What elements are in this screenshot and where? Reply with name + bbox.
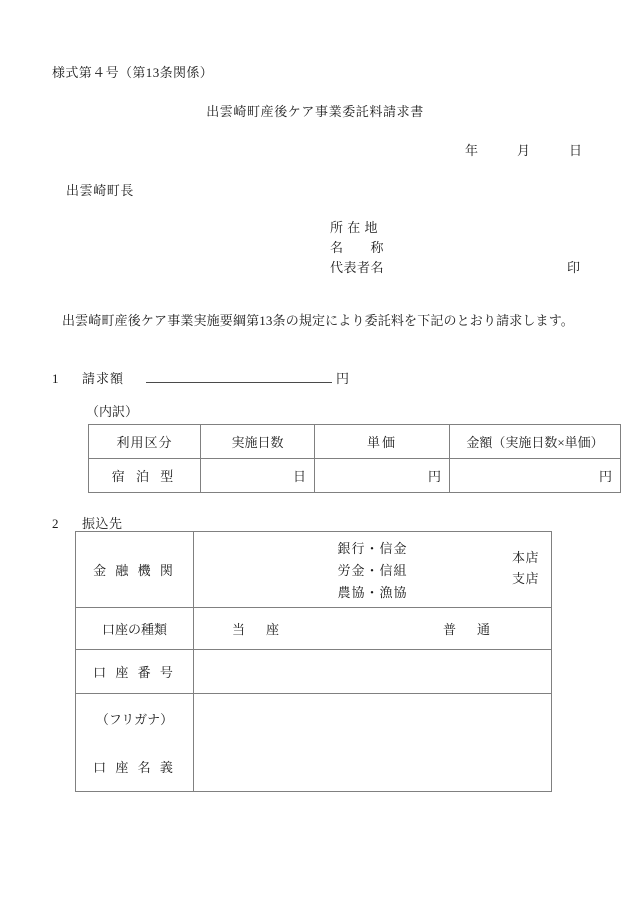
section2-label: 振込先 [82,516,123,531]
cell-days-unit[interactable]: 日 [201,459,315,493]
bank-transfer-table [75,531,552,792]
form-number: 様式第４号（第13条関係） [52,65,214,80]
table-row [89,459,621,493]
header-days: 実施日数 [201,425,315,459]
breakdown-label: （内訳） [86,404,139,419]
section1-label: 請求額 [82,371,125,386]
claim-amount-unit: 円 [336,371,350,386]
header-amount: 金額（実施日数×単価） [450,425,621,459]
date-line: 年 月 日 [464,143,582,158]
applicant-address-row [330,218,580,238]
seal-icon: 印 [566,260,580,275]
applicant-name-row [330,238,580,258]
account-type-options [204,619,541,638]
applicant-representative-label: 代表者名 [330,260,385,275]
field-financial-institution[interactable] [194,532,552,608]
account-type-option-ordinary[interactable]: 普 通 [443,622,495,637]
field-account-type[interactable] [194,608,552,650]
claim-amount-input[interactable] [146,367,332,383]
institution-option-labor[interactable]: 労金・信組 [337,563,408,578]
label-account-name [76,694,194,792]
row-account-type [76,608,552,650]
applicant-representative-row [330,258,580,278]
header-category: 利用区分 [89,425,201,459]
applicant-block [330,218,580,278]
label-account-type: 口座の種類 [76,608,194,650]
institution-options [204,535,541,604]
row-account-name [76,694,552,792]
branch-options [512,547,539,589]
cell-unit-price-unit[interactable]: 円 [315,459,450,493]
page-title: 出雲崎町産後ケア事業委託料請求書 [206,104,424,119]
applicant-name-label: 名 称 [330,240,385,255]
cell-category: 宿 泊 型 [89,459,201,493]
label-furigana: （フリガナ） [95,711,174,727]
breakdown-table [88,424,621,493]
institution-option-coop[interactable]: 農協・漁協 [337,585,408,600]
branch-option-branch[interactable]: 支店 [511,571,539,586]
body-text: 出雲崎町産後ケア事業実施要綱第13条の規定により委託料を下記のとおり請求します。 [62,313,574,328]
institution-option-bank[interactable]: 銀行・信金 [337,541,408,556]
section2-number: 2 [52,516,59,531]
addressee: 出雲崎町長 [66,183,135,198]
applicant-address-label: 所 在 地 [330,220,379,235]
label-account-holder: 口 座 名 義 [93,760,176,776]
section1-heading [52,367,349,387]
account-name-label-stack [76,694,193,791]
header-unit-price: 単価 [315,425,450,459]
section2-heading [52,513,123,532]
branch-option-head[interactable]: 本店 [511,550,539,565]
row-financial-institution [76,532,552,608]
account-type-option-current[interactable]: 当 座 [232,622,284,637]
label-financial-institution: 金 融 機 関 [76,532,194,608]
section1-number: 1 [52,371,59,386]
cell-amount-unit[interactable]: 円 [450,459,621,493]
row-account-number [76,650,552,694]
field-account-name[interactable] [194,694,552,792]
table-header-row [89,425,621,459]
label-account-number: 口 座 番 号 [76,650,194,694]
field-account-number[interactable] [194,650,552,694]
